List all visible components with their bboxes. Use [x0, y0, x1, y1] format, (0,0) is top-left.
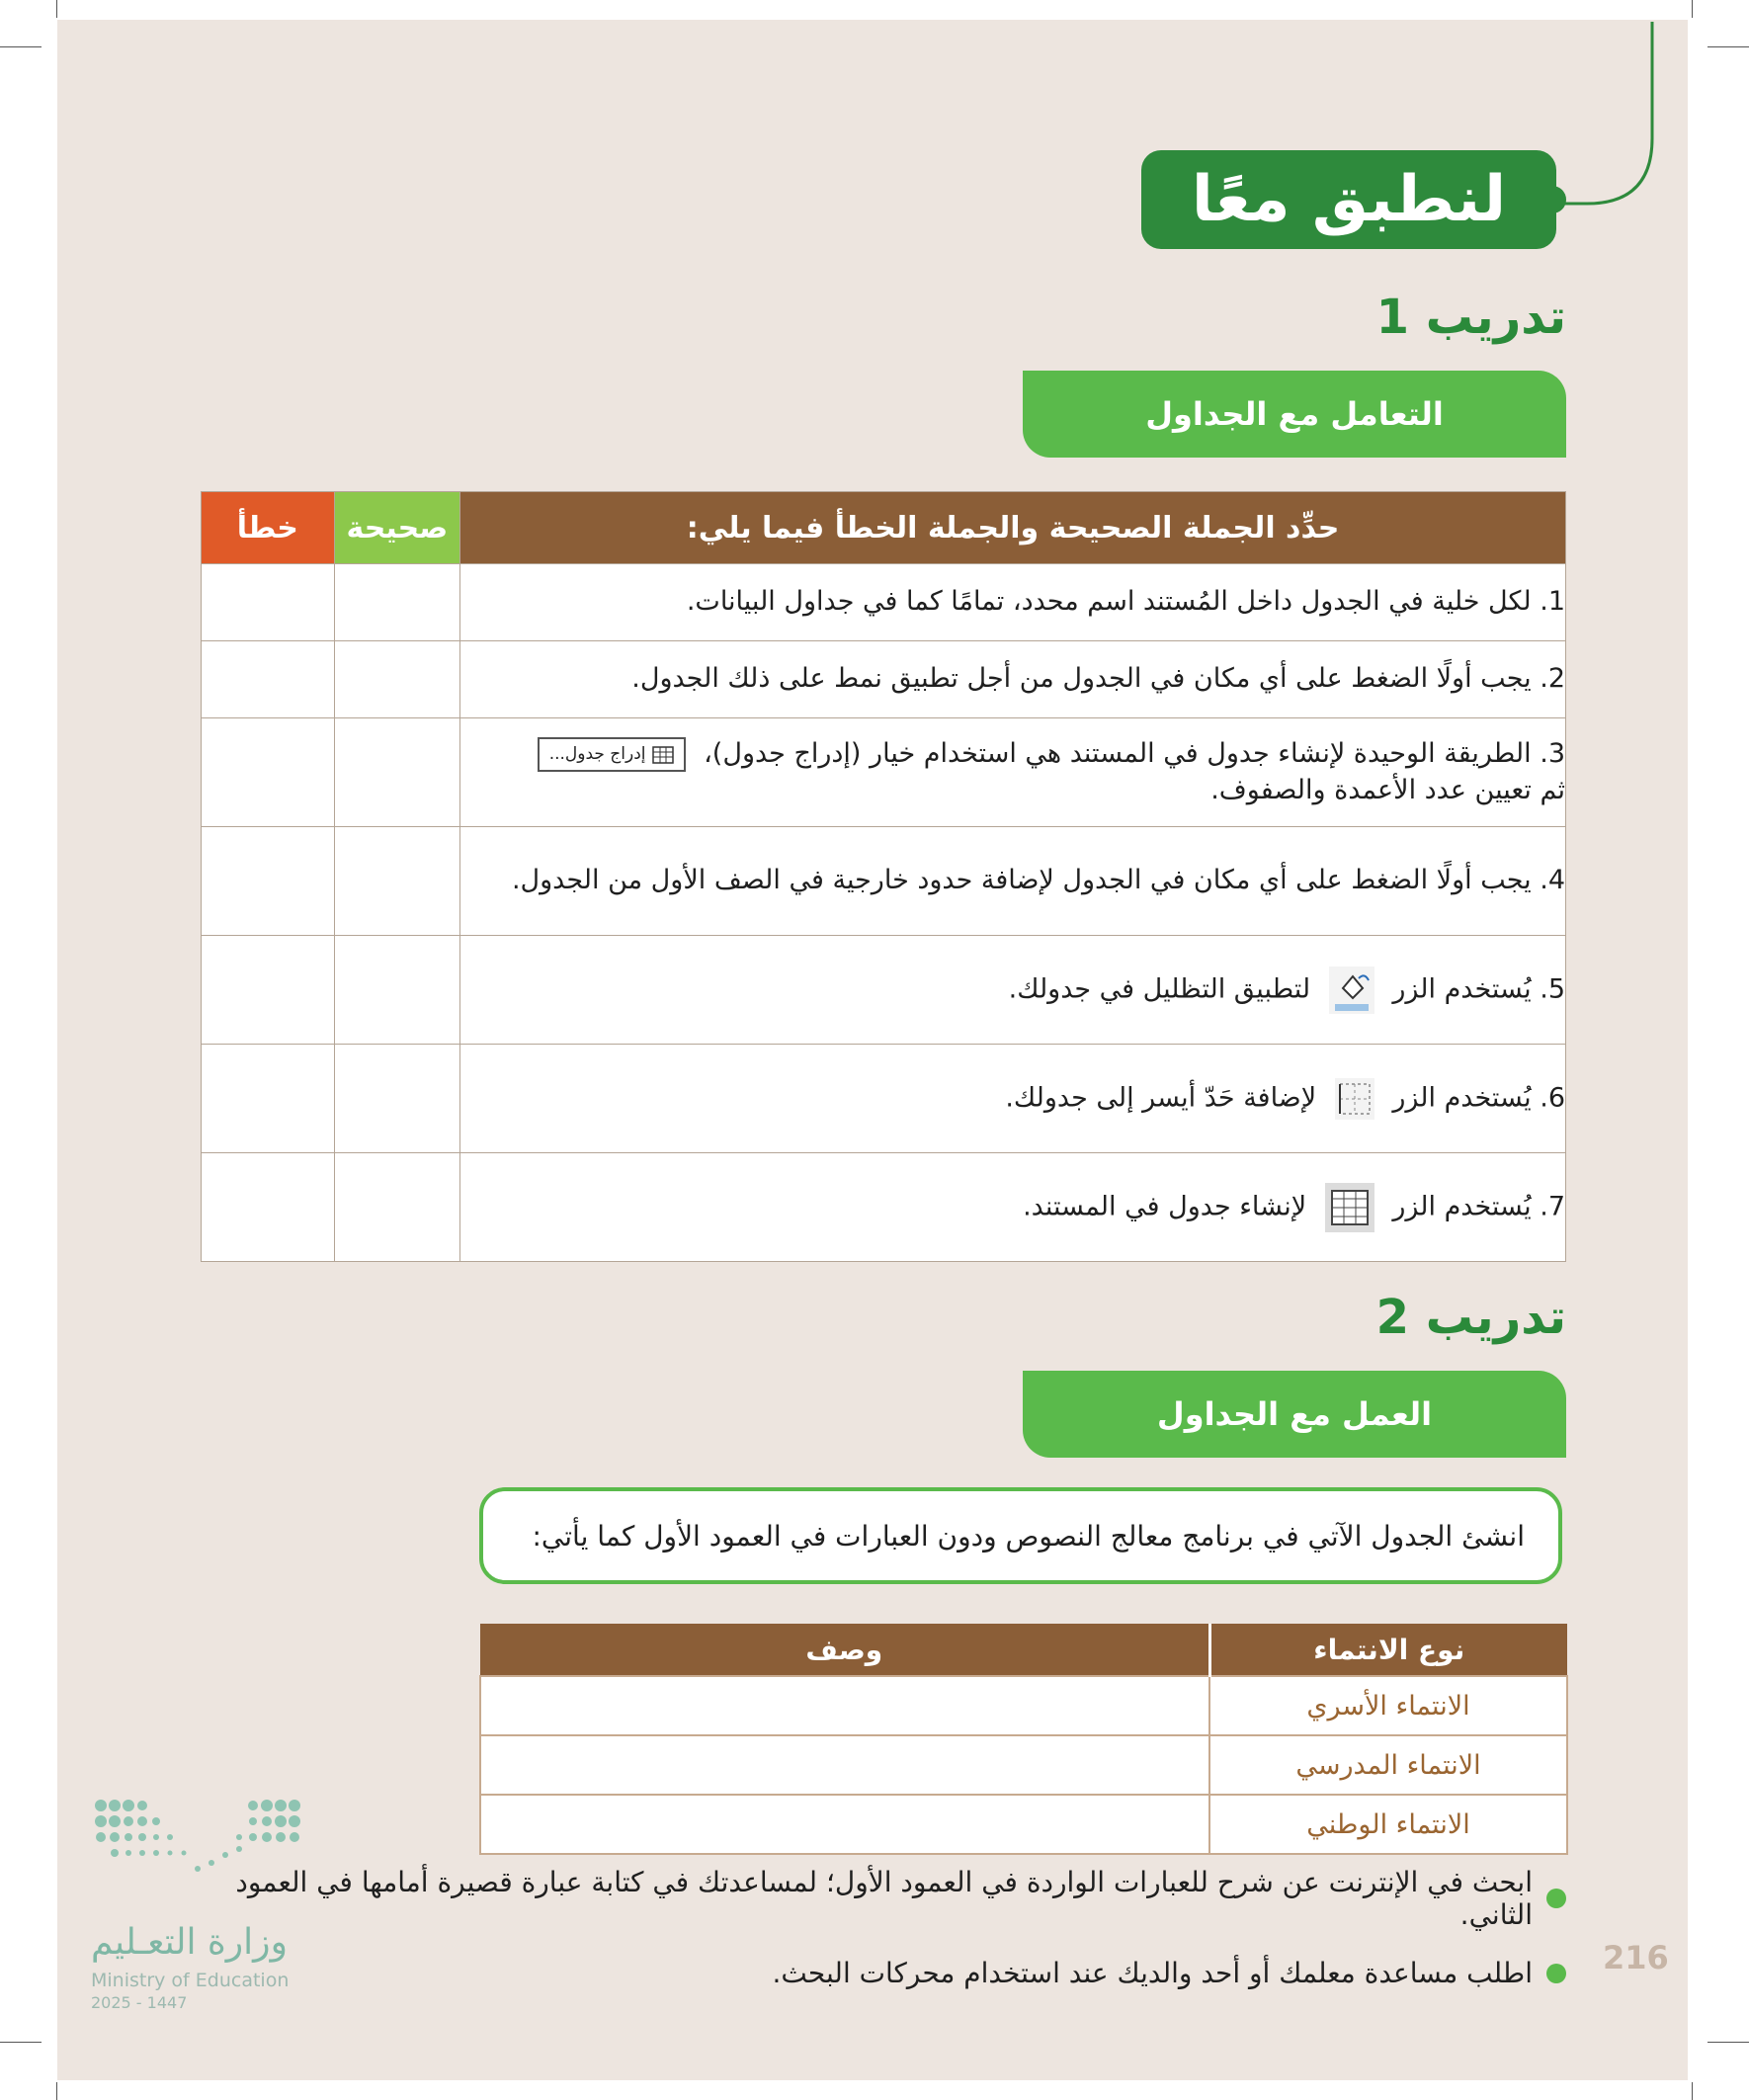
ministry-name-en: Ministry of Education: [91, 1970, 290, 1991]
wrong-cell[interactable]: [202, 827, 335, 936]
statement-text: 4. يجب أولًا الضغط على أي مكان في الجدول لإضافة حدود خارجية في الصف الأول من الجدول.: [460, 827, 1566, 936]
exercise-2-heading: تدريب 2: [1375, 1290, 1566, 1345]
table-row: [202, 936, 1566, 1045]
crop-mark: [1692, 2082, 1693, 2100]
table-row: [480, 1676, 1567, 1735]
correct-cell[interactable]: [334, 936, 460, 1045]
crop-mark: [1692, 0, 1693, 18]
bullet-text: ابحث في الإنترنت عن شرح للعبارات الواردة في العمود الأول؛ لمساعدتك في كتابة عبارة قصيرة أمامها في العمود الثاني.: [235, 1866, 1533, 1931]
bullet-list: [183, 1866, 1566, 2015]
table-header-row: [480, 1624, 1567, 1676]
statement-text: 5. يُستخدم الزر: [1392, 973, 1565, 1004]
instruction-box: [479, 1487, 1562, 1584]
crop-mark: [56, 0, 57, 18]
correct-cell[interactable]: [334, 564, 460, 641]
ministry-name-ar: وزارة التعـليم: [91, 1922, 288, 1963]
description-cell[interactable]: [480, 1795, 1209, 1854]
statement-cell: [460, 936, 1566, 1045]
table-row: [202, 718, 1566, 827]
crop-mark: [56, 2082, 57, 2100]
bullet-dot-icon: [1546, 1964, 1566, 1983]
border-icon: [1335, 1078, 1374, 1120]
correct-cell[interactable]: [334, 641, 460, 718]
belonging-type: الانتماء الوطني: [1209, 1795, 1567, 1854]
description-header: وصف: [480, 1624, 1209, 1676]
type-header: نوع الانتماء: [1209, 1624, 1567, 1676]
statement-cell: [460, 1153, 1566, 1262]
description-cell[interactable]: [480, 1676, 1209, 1735]
list-item: [183, 1957, 1566, 1989]
wrong-cell[interactable]: [202, 564, 335, 641]
table-row: [202, 564, 1566, 641]
table-row: [202, 641, 1566, 718]
table-row: [202, 1045, 1566, 1153]
correct-cell[interactable]: [334, 718, 460, 827]
exercise-1-heading: تدريب 1: [1375, 290, 1566, 345]
list-item: [183, 1866, 1566, 1931]
correct-cell[interactable]: [334, 827, 460, 936]
wrong-cell[interactable]: [202, 936, 335, 1045]
table-grid-icon: [1325, 1183, 1374, 1232]
statement-text-cont: ثم تعيين عدد الأعمدة والصفوف.: [1210, 774, 1565, 805]
exercise-2-banner: العمل مع الجداول: [1023, 1371, 1566, 1458]
statement-text: 1. لكل خلية في الجدول داخل المُستند اسم محدد، تمامًا كما في جداول البيانات.: [460, 564, 1566, 641]
insert-table-button: [538, 737, 686, 772]
page-title: لنطبق معًا: [1141, 150, 1556, 249]
table-header-row: [202, 492, 1566, 564]
wrong-cell[interactable]: [202, 1045, 335, 1153]
statement-text: 2. يجب أولًا الضغط على أي مكان في الجدول من أجل تطبيق نمط على ذلك الجدول.: [460, 641, 1566, 718]
table-row: [202, 1153, 1566, 1262]
bullet-dot-icon: [1546, 1889, 1566, 1908]
insert-table-label: إدراج جدول...: [548, 744, 646, 765]
statement-cell: [460, 718, 1566, 827]
statement-cell: [460, 1045, 1566, 1153]
correct-cell[interactable]: [334, 1045, 460, 1153]
statement-text: 7. يُستخدم الزر: [1392, 1191, 1565, 1221]
belonging-table: [479, 1624, 1568, 1855]
wrong-cell[interactable]: [202, 641, 335, 718]
shading-icon: [1329, 966, 1374, 1014]
statement-header: حدِّد الجملة الصحيحة والجملة الخطأ فيما يلي:: [460, 492, 1566, 564]
table-row: [480, 1795, 1567, 1854]
bullet-text: اطلب مساعدة معلمك أو أحد والديك عند استخدام محركات البحث.: [772, 1957, 1533, 1989]
wrong-cell[interactable]: [202, 1153, 335, 1262]
table-row: [202, 827, 1566, 936]
crop-mark: [1707, 2042, 1749, 2043]
table-row: [480, 1735, 1567, 1795]
description-cell[interactable]: [480, 1735, 1209, 1795]
instruction-text: انشئ الجدول الآتي في برنامج معالج النصوص ودون العبارات في العمود الأول كما يأتي:: [532, 1519, 1525, 1553]
table-grid-icon: [652, 746, 674, 764]
statement-text-cont: لإنشاء جدول في المستند.: [1023, 1191, 1307, 1221]
exercise-1-banner: التعامل مع الجداول: [1023, 371, 1566, 458]
statement-text-cont: لإضافة حَدّ أيسر إلى جدولك.: [1005, 1082, 1317, 1113]
crop-mark: [1707, 46, 1749, 47]
crop-mark: [0, 2042, 42, 2043]
belonging-type: الانتماء الأسري: [1209, 1676, 1567, 1735]
statement-text: 3. الطريقة الوحيدة لإنشاء جدول في المستند هي استخدام خيار (إدراج جدول)،: [704, 738, 1565, 770]
wrong-header: خطأ: [202, 492, 335, 564]
correct-header: صحيحة: [334, 492, 460, 564]
ministry-logo: [91, 1794, 318, 2011]
wrong-cell[interactable]: [202, 718, 335, 827]
ministry-year: 2025 - 1447: [91, 1993, 188, 2012]
crop-mark: [0, 46, 42, 47]
ministry-dots-icon: [91, 1794, 318, 1902]
page-number: 216: [1603, 1939, 1669, 1976]
statement-text: 6. يُستخدم الزر: [1392, 1082, 1565, 1113]
statement-text-cont: لتطبيق التظليل في جدولك.: [1008, 973, 1311, 1004]
true-false-table: [201, 491, 1566, 1262]
belonging-type: الانتماء المدرسي: [1209, 1735, 1567, 1795]
correct-cell[interactable]: [334, 1153, 460, 1262]
